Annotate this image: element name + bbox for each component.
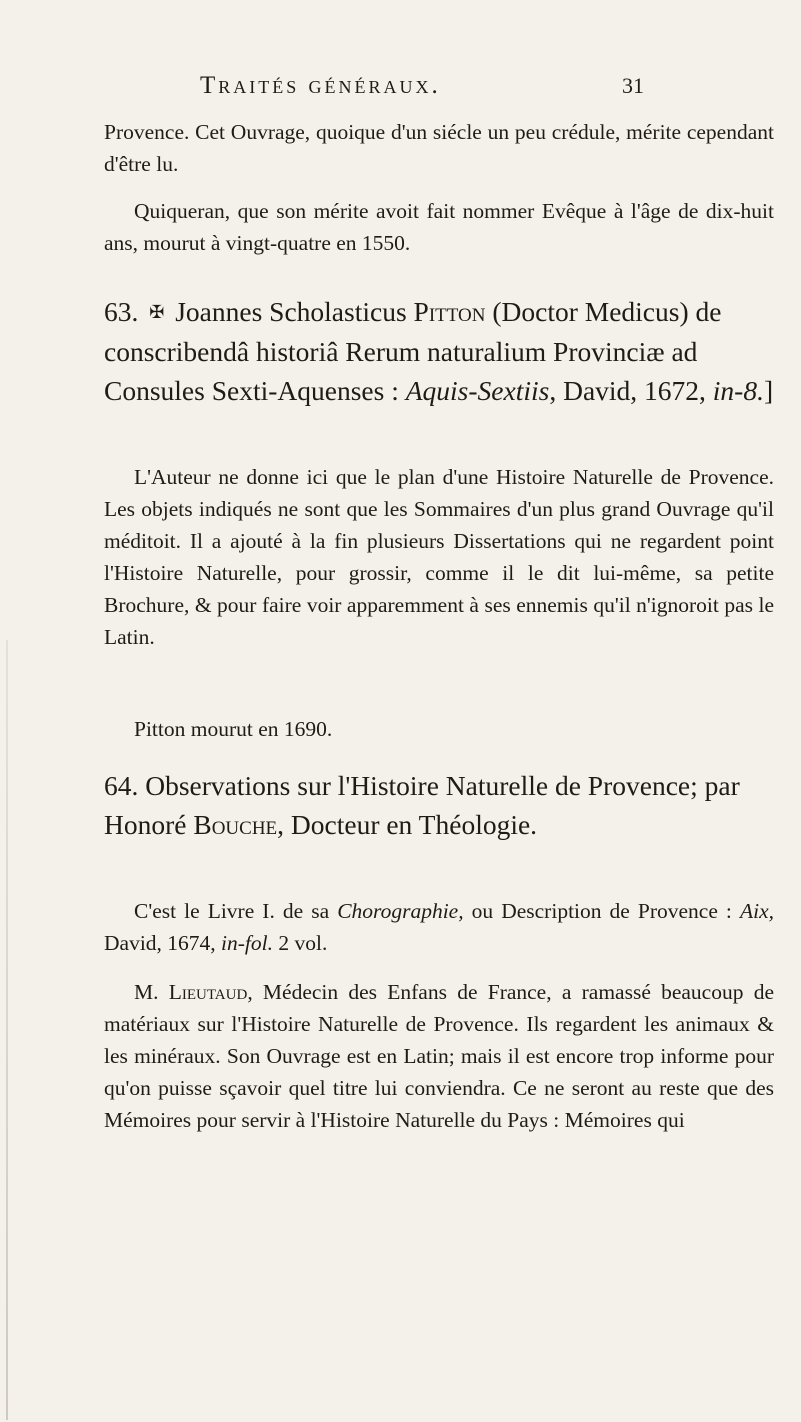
paragraph-quiqueran: Quiqueran, que son mérite avoit fait nommer Evêque à l'âge de dix-huit ans, mourut à vingt-quatre en 1550. [104, 199, 774, 255]
entry-64-reference [104, 895, 774, 959]
running-header [200, 72, 680, 100]
entry-64-note-author: M. Lieutaud [134, 980, 248, 1004]
entry-64-ref-text: C'est le Livre I. de sa [134, 899, 330, 923]
entry-63-author-surname: Pitton [413, 296, 486, 327]
entry-64-ref-imprint: David, 1674, [104, 931, 216, 955]
page-number: 31 [622, 73, 644, 98]
entry-64-ref-place: Aix, [739, 899, 774, 923]
entry-63-heading [104, 292, 774, 410]
entry-63-description: L'Auteur ne donne ici que le plan d'une Histoire Naturelle de Provence. Les objets indiqués ne sont que les Sommaires d'un plus grand Ouvrage qu'il méditoit. Il a ajouté à la fin plusieurs Dissertations qui ne regardent point l'Histoire Naturelle, pour grossir, comme il le dit lui-même, sa petite Brochure, & pour faire voir apparemment à ses ennemis qu'il n'ignoroit pas le Latin. [104, 465, 774, 649]
cross-symbol-icon: ✠ [149, 302, 165, 322]
entry-63-author: Joannes Scholasticus [175, 296, 407, 327]
entry-64-ref-volumes: 2 vol. [273, 931, 328, 955]
entry-63-imprint: , David, 1672, [549, 375, 713, 406]
entry-64-author: Bouche [193, 809, 278, 840]
entry-64-note [104, 976, 774, 1136]
entry-63-bracket: ] [763, 375, 774, 406]
page-edge-shadow [6, 640, 8, 1420]
entry-63-format: in-8. [712, 375, 764, 406]
entry-63-death-note: Pitton mourut en 1690. [134, 717, 333, 741]
entry-63-title: (Doctor Medicus) de conscribendâ historiâ Rerum naturalium Provinciæ ad Consules Sexti-Aquenses : [104, 296, 722, 406]
entry-64-heading [104, 766, 774, 844]
entry-64-title-end: , Docteur en Théologie. [277, 809, 538, 840]
entry-63-place: Aquis-Sextiis [405, 375, 550, 406]
entry-64-number: 64. [104, 770, 139, 801]
entry-64-note-text: , Médecin des Enfans de France, a ramassé beaucoup de matériaux sur l'Histoire Naturelle de Provence. Ils regardent les animaux & les minéraux. Son Ouvrage est en Latin; mais il est encore trop informe pour qu'on puisse sçavoir quel titre lui conviendra. Ce ne seront au reste que des Mémoires pour servir à l'Histoire Naturelle du Pays : Mémoires qui [104, 980, 774, 1132]
paragraph-provence: Provence. Cet Ouvrage, quoique d'un siécle un peu crédule, mérite cependant d'être lu. [104, 120, 774, 176]
entry-63-number: 63. [104, 296, 139, 327]
running-title: Traités généraux. [200, 72, 441, 99]
entry-64-ref-desc: ou Description de Provence : [463, 899, 732, 923]
entry-64-ref-format: in-fol. [221, 931, 274, 955]
entry-64-title: Observations sur l'Histoire Naturelle de Provence; par Honoré [104, 770, 740, 840]
entry-64-ref-title: Chorographie, [337, 899, 464, 923]
